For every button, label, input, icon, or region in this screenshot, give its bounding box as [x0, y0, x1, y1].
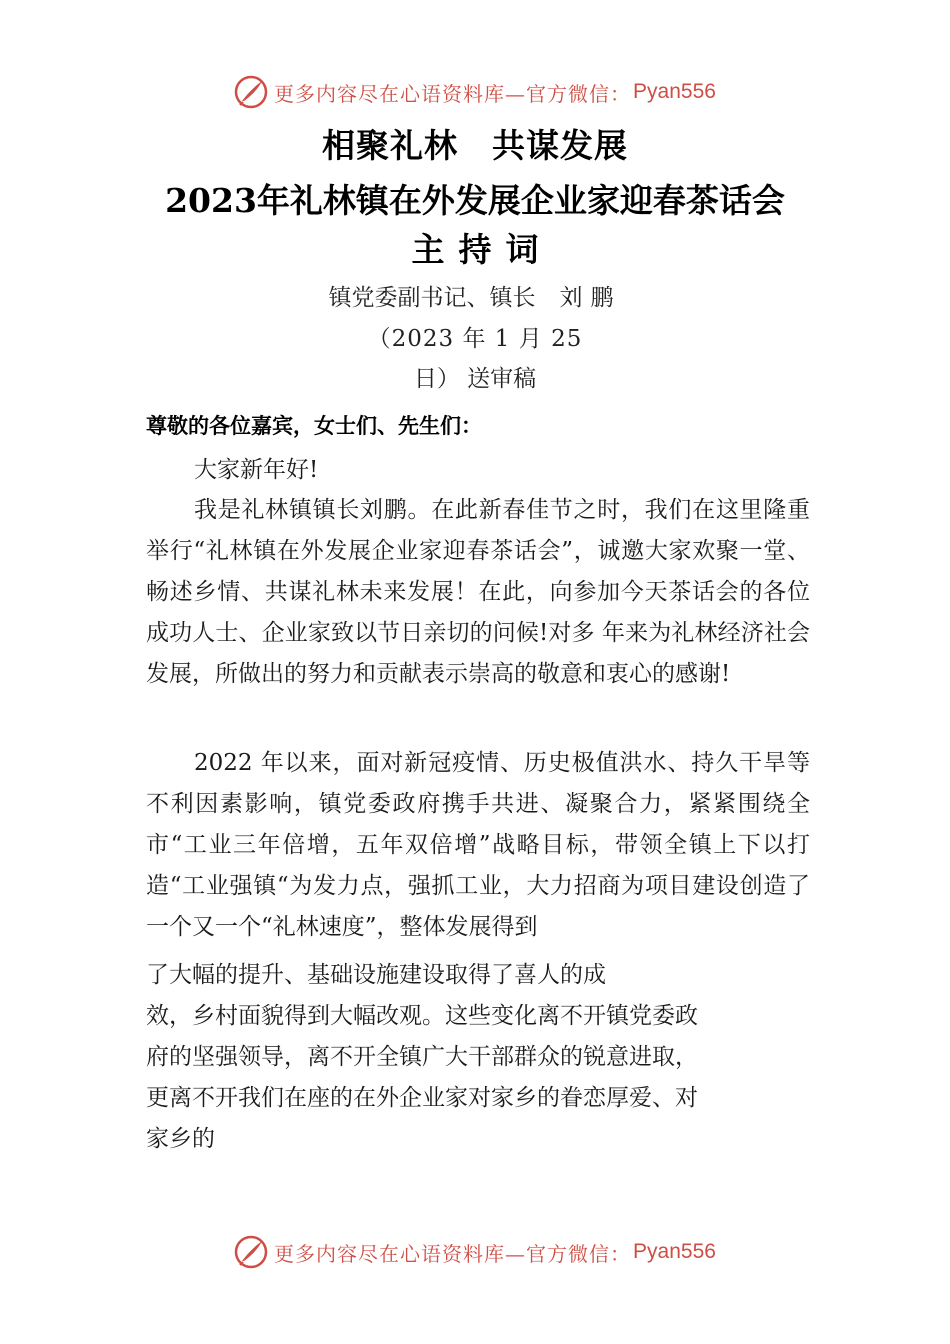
watermark-wechat-id: Pyan556 [633, 80, 716, 103]
review-line: 府的坚强领导，离不开全镇广大干部群众的锐意进取， [146, 1044, 698, 1070]
title-line-2: 2023年礼林镇在外发展企业家迎春茶话会 [165, 181, 785, 220]
date-line-1: （2023 年 1 月 25 [367, 326, 583, 352]
speaker-line [0, 279, 950, 312]
paragraph-intro: 我是礼林镇镇长刘鹏。在此新春佳节之时，我们在这里隆重举行“礼林镇在外发展企业家迎春茶话会”，诚邀大家欢聚一堂、畅述乡情、共谋礼林未来发展！在此，向参加今天茶话会的各位成功人士、企业家致以节日亲切的问候!对多 年来为礼林经济社会发展，所做出的努力和贡献表示崇高的敬意和衷心的感谢! [146, 497, 810, 687]
quill-seal-icon [234, 75, 268, 109]
speaker-name: 刘鹏 [559, 285, 622, 311]
review-line: 更离不开我们在座的在外企业家对家乡的眷恋厚爱、对 [146, 1085, 698, 1111]
watermark-text: 更多内容尽在心语资料库—官方微信： [274, 81, 632, 106]
watermark-banner-bottom [0, 1232, 950, 1272]
title-line-1-part-a: 相聚礼林 [322, 126, 458, 165]
speaker-role: 镇党委副书记、镇长 [328, 285, 536, 311]
review-line: 家乡的 [146, 1126, 215, 1152]
watermark-text: 更多内容尽在心语资料库—官方微信： [274, 1241, 632, 1266]
quill-seal-icon [234, 1235, 268, 1269]
salutation: 尊敬的各位嘉宾，女士们、先生们： [146, 414, 482, 438]
watermark-wechat-id: Pyan556 [633, 1240, 716, 1263]
review-line: 效，乡村面貌得到大幅改观。这些变化离不开镇党委政 [146, 1003, 698, 1029]
paragraph-greeting: 大家新年好! [194, 457, 319, 483]
paragraph-review: 2022 年以来，面对新冠疫情、历史极值洪水、持久干旱等不利因素影响，镇党委政府携手共进、凝聚合力，紧紧围绕全市“工业三年倍增，五年双倍增”战略目标，带领全镇上下以打造“工业强镇“为发力点，强抓工业，大力招商为项目建设创造了一个又一个“礼林速度”，整体发展得到 [146, 750, 810, 940]
title-line-3: 主持词 [411, 230, 553, 269]
watermark-banner-top [0, 72, 950, 112]
paragraph-review-continued [146, 955, 810, 1160]
date-line-2: 日） 送审稿 [413, 366, 537, 392]
title-line-1 [0, 120, 950, 167]
review-line: 了大幅的提升、基础设施建设取得了喜人的成 [146, 962, 606, 988]
title-line-1-part-b: 共谋发展 [492, 126, 628, 165]
